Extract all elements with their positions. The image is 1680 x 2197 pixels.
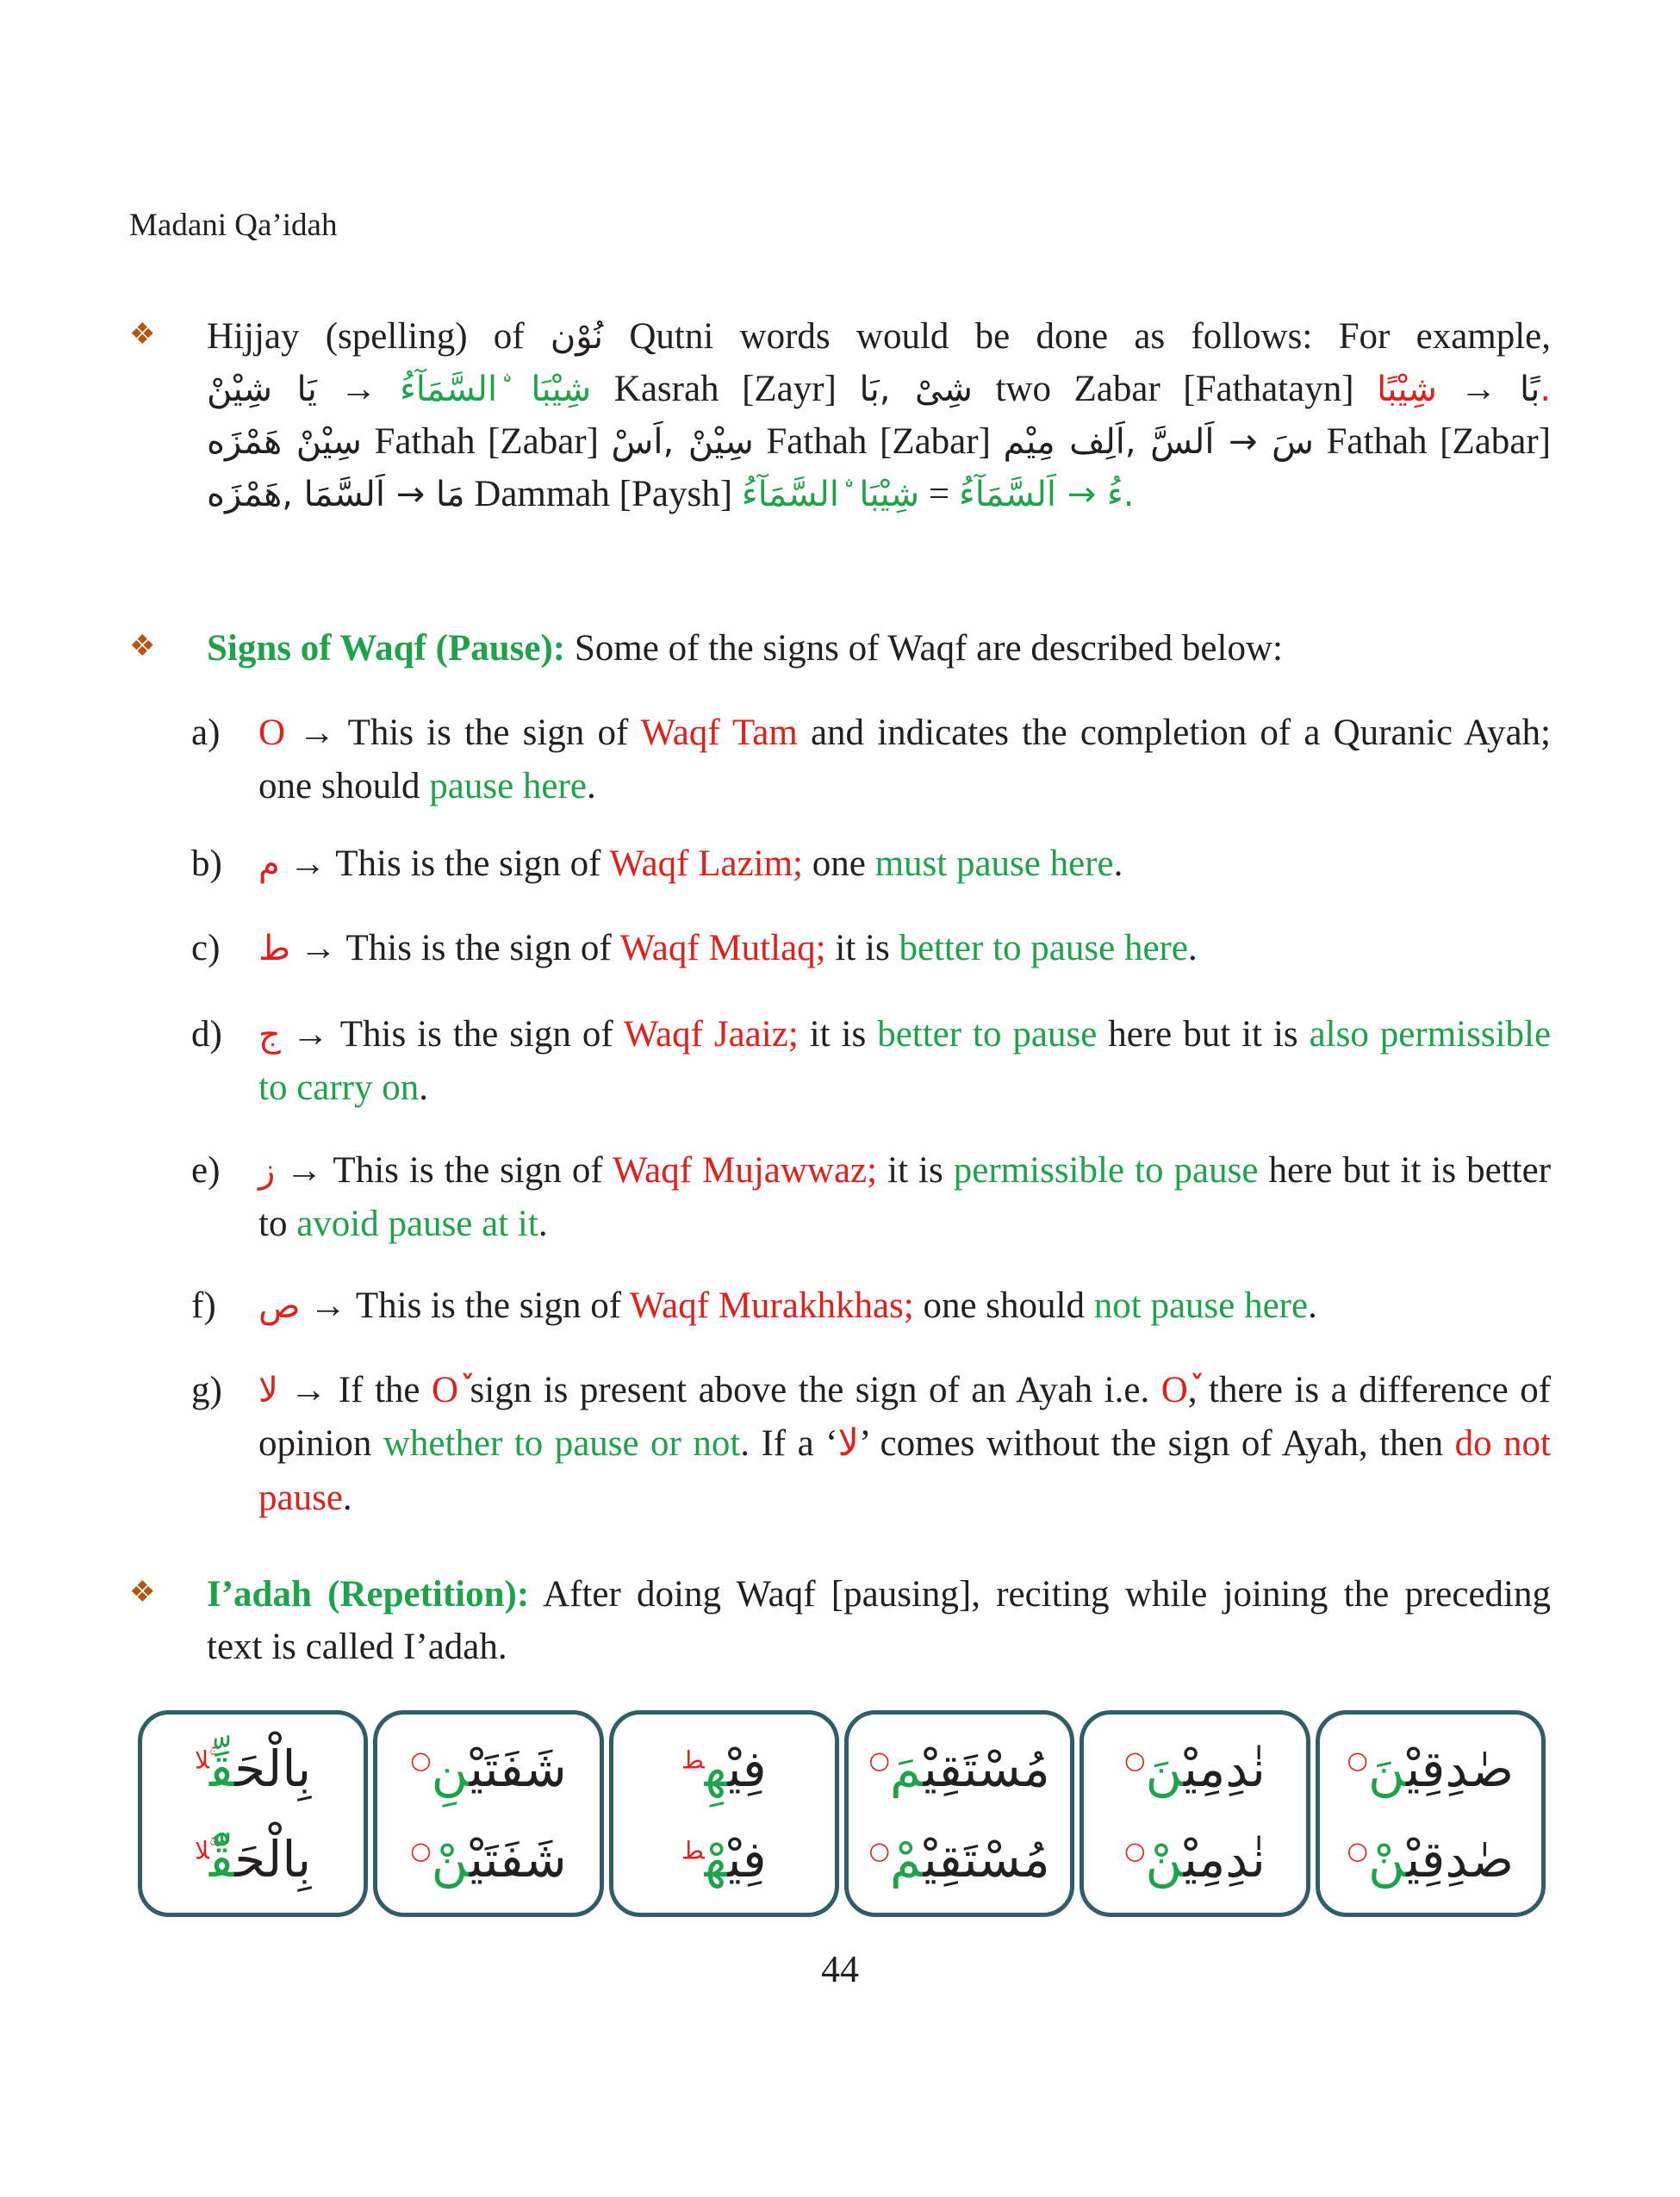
example-card — [138, 1710, 368, 1917]
waqf-item-a: a) O → This is the sign of Waqf Tam and indicates the completion of a Quranic Ayah; one should pause here. — [191, 713, 1551, 807]
example-word-top: نٰدِمِيْنَ○ — [1124, 1739, 1266, 1798]
example-card — [609, 1710, 839, 1917]
diamond-bullet-icon: ❖ — [129, 631, 156, 663]
example-word-bottom: نٰدِمِيْنْ○ — [1124, 1829, 1266, 1889]
example-word-top: شَفَتَيْنِ○ — [410, 1739, 567, 1798]
waqf-signs-heading: ❖ Signs of Waqf (Pause): Some of the signs of Waqf are described below: — [129, 628, 1283, 669]
example-word-top: صٰدِقِيْنَ○ — [1347, 1739, 1515, 1798]
waqf-item-f: f) ص → This is the sign of Waqf Murakhkhas; one should not pause here. — [191, 1285, 1317, 1326]
example-card — [373, 1710, 603, 1917]
example-card — [844, 1710, 1074, 1917]
waqf-item-d: d) ج → This is the sign of Waqf Jaaiz; it is better to pause here but it is also permissible to carry on. — [191, 1014, 1552, 1109]
hijjay-line-4: مَا → اَلسَّمَا ,هَمْزَه Dammah [Paysh] ءُ → اَلسَّمَآءُ = شِيْبَا ۨالسَّمَآءُ. — [207, 474, 1135, 515]
example-word-bottom: شَفَتَيْنْ○ — [410, 1829, 567, 1889]
example-card — [1080, 1710, 1310, 1917]
waqf-item-e: e) ز → This is the sign of Waqf Mujawwaz; it is permissible to pause here but it is better to avoid pause at it. — [191, 1150, 1552, 1245]
iadah-paragraph: ❖ I’adah (Repetition): After doing Waqf [pausing], reciting while joining the preceding text is called I’adah. — [129, 1574, 1551, 1668]
diamond-bullet-icon: ❖ — [129, 319, 156, 351]
example-word-bottom: فِيْهْ$^ط$ — [681, 1829, 767, 1889]
diamond-bullet-icon: ❖ — [129, 1577, 156, 1609]
running-header: Madani Qa’idah — [129, 208, 338, 243]
hijjay-line-1: Hijjay (spelling) of نُوْن Qutni words would be done as follows: For example, — [207, 316, 1552, 357]
waqf-item-g: g) لا → If the Oٚ sign is present above the sign of an Ayah i.e. Oٚ, there is a difference of opinion whether to pause or not. If a ‘لا’ comes without the sign of Ayah, then do not pause. — [191, 1370, 1552, 1518]
example-word-bottom: بِالْحَقّْ$^{ۚلا}$ — [195, 1829, 312, 1889]
ayah-la-symbol: Oٚ — [1160, 1370, 1188, 1410]
example-word-top: بِالْحَقِّ$^{ۚلا}$ — [195, 1739, 312, 1798]
hijjay-line-3: سِيْنْ هَمْزَه Fathah [Zabar] سِيْنْ ,اَسْ Fathah [Zabar] سَ → اَلسَّ ,اَلِف مِيْم Fathah [Zabar] — [207, 421, 1552, 463]
page-number: 44 — [821, 1948, 859, 1990]
example-word-top: فِيْهِ$^ط$ — [681, 1739, 767, 1798]
waqf-item-c: c) ط → This is the sign of Waqf Mutlaq; it is better to pause here. — [191, 928, 1198, 968]
waqf-item-b: b) م → This is the sign of Waqf Lazim; one must pause here. — [191, 843, 1123, 884]
ayah-la-symbol: Oٚ — [431, 1370, 459, 1410]
example-cards — [138, 1710, 1546, 1917]
example-word-bottom: صٰدِقِيْنْ○ — [1347, 1829, 1515, 1889]
example-card — [1316, 1710, 1546, 1917]
hijjay-line-2: شِيْبَا ۨالسَّمَآءُ → يَا شِيْنْ Kasrah [Zayr] شِیْ ,بَا two Zabar [Fathatayn] بًا → شِيْبًا. — [207, 369, 1552, 410]
example-word-bottom: مُسْتَقِيْمْ○ — [868, 1829, 1050, 1889]
example-word-top: مُسْتَقِيْمَ○ — [868, 1739, 1050, 1798]
hijjay-paragraph — [129, 310, 1551, 520]
